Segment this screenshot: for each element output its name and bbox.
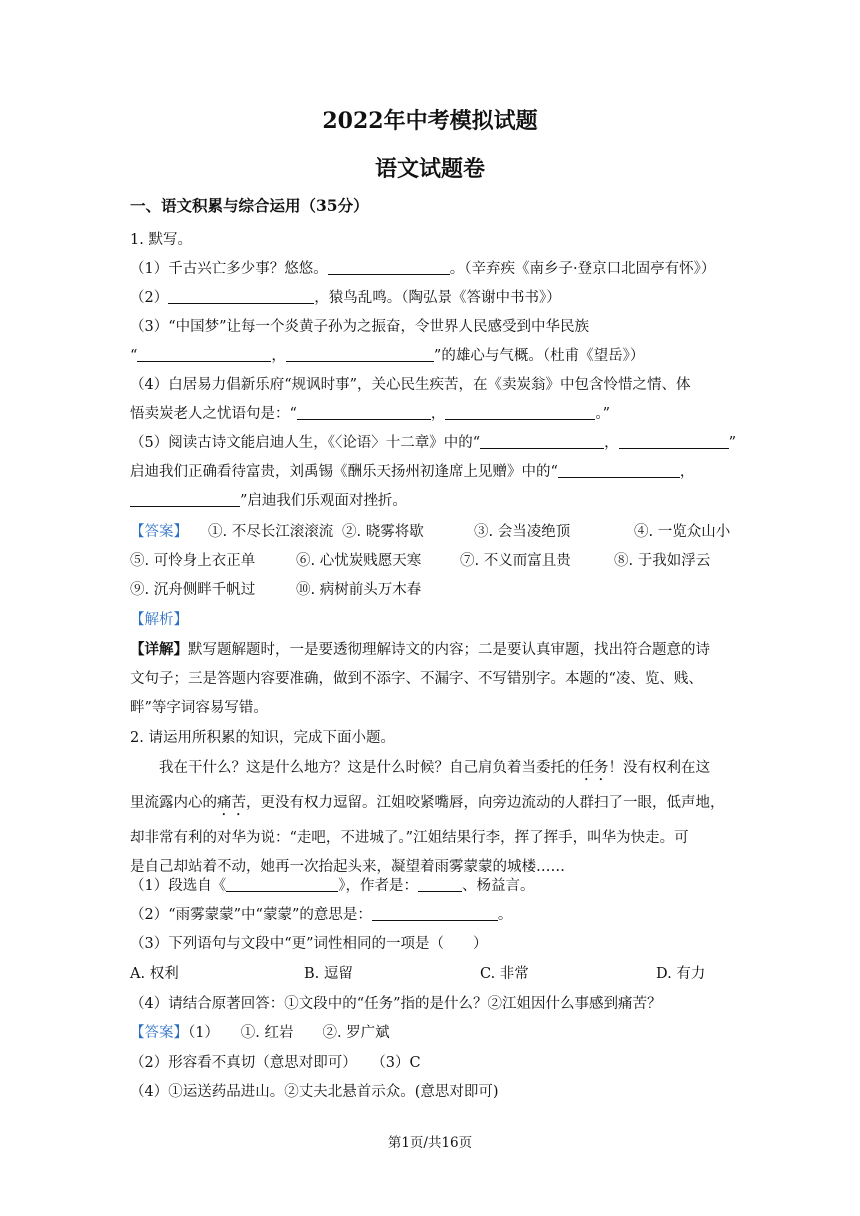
q1-answer-row2 [130,551,734,571]
q1-answer-row3 [130,580,734,600]
answer-item: ⑨. 沉舟侧畔千帆过 [130,582,256,598]
answer-item: ②. 晓雾将歇 [342,524,424,540]
passage-line: 却非常有利的对华为说：“走吧，不进城了。”江姐结果行李，挥了挥手，叫华为快走。可 [130,830,689,846]
q1-part4-line1: （4）白居易力倡新乐府“规讽时事”，关心民生疾苦，在《卖炭翁》中包含怜惜之情、体 [130,377,691,393]
answer-item: ⑤. 可怜身上衣正单 [130,553,256,569]
q1-part5-line3: ”启迪我们乐观面对挫折。 [130,491,734,511]
answer-item: ③. 会当凌绝顶 [474,524,571,540]
section-heading: 一、语文积累与综合运用（35分） [130,196,369,215]
q2-answer-line3: （4）①运送药品进山。②丈夫北悬首示众。(意思对即可) [130,1084,499,1100]
q2-sub2: （2）“雨雾蒙蒙”中“蒙蒙”的意思是： 。 [130,907,513,923]
answer-item: ⑥. 心忧炭贱愿天寒 [296,553,422,569]
page-number: 第1页/共16页 [387,1135,473,1151]
answer-blank[interactable] [418,876,462,892]
q1-part3-line2: “ ， ”的雄心与气概。（杜甫《望岳》） [130,348,645,364]
answer-blank[interactable] [445,404,595,420]
answer-item: ④. 一览众山小 [634,524,731,540]
page-title: 2022年中考模拟试题 [322,108,538,134]
q2-answer-line2: （2）形容看不真切（意思对即可） （3）C [130,1055,421,1071]
answer-blank[interactable] [619,433,729,449]
q2-passage [130,758,734,877]
q1-detail-line1: 【详解】默写题解题时，一是要透彻理解诗文的内容；二是要认真审题，找出符合题意的诗 [130,641,710,658]
answer-label: 【答案】 [130,524,188,540]
answer-blank[interactable] [480,433,604,449]
answer-blank[interactable] [297,404,431,420]
q2-options [130,964,734,984]
q1-part1: （1）千古兴亡多少事？悠悠。 。（辛弃疾《南乡子·登京口北固亭有怀》） [130,261,716,277]
answer-blank[interactable] [328,259,450,275]
answer-blank[interactable] [372,905,498,921]
passage-line: 我在干什么？这是什么地方？这是什么时候？自己肩负着当委托的任务！没有权利在这 [159,760,710,776]
answer-blank[interactable] [130,491,240,507]
q2-sub1: （1）段选自《 》，作者是： 、杨益言。 [130,878,535,894]
answer-item: ⑧. 于我如浮云 [614,553,711,569]
q2-answer-line1: 【答案】（1） ①. 红岩 ②. 罗广斌 [130,1025,390,1041]
answer-blank[interactable] [558,462,680,478]
q1-part5-line2: 启迪我们正确看待富贵，刘禹锡《酬乐天扬州初逢席上见赠》中的“ ， [130,464,695,480]
answer-label: 【答案】 [130,1025,188,1041]
answer-blank[interactable] [226,876,338,892]
answer-blank[interactable] [168,288,314,304]
q2-sub3: （3）下列语句与文段中“更”词性相同的一项是（ ） [130,936,488,952]
analysis-label: 【解析】 [130,612,188,628]
q1-part2: （2） ，猿鸟乱鸣。（陶弘景《答谢中书书》） [130,290,561,306]
q1-detail-line3: 畔”等字词容易写错。 [130,700,268,716]
passage-line: 里流露内心的痛苦，更没有权力逗留。江姐咬紧嘴唇，向旁边流动的人群扫了一眼，低声地， [130,795,725,811]
option-a[interactable]: A. 权利 [130,966,179,982]
answer-item: ⑩. 病树前头万木春 [296,582,422,598]
q1-part5-line1: （5）阅读古诗文能启迪人生，《〈论语〉十二章》中的“ ， ” [130,435,737,451]
q1-stem: 1. 默写。 [130,232,192,248]
q1-answer-row1 [130,522,734,542]
answer-item: ①. 不尽长江滚滚流 [208,524,334,540]
answer-item: ⑦. 不义而富且贵 [460,553,571,569]
q1-part4-line2: 悟卖炭老人之忧语句是：“ ， 。” [130,406,611,422]
answer-blank[interactable] [286,346,434,362]
answer-blank[interactable] [137,346,271,362]
q2-stem: 2. 请运用所积累的知识，完成下面小题。 [130,730,395,746]
q2-sub4: （4）请结合原著回答：①文段中的“任务”指的是什么？②江姐因什么事感到痛苦？ [130,996,662,1012]
q1-detail-line2: 文句子；三是答题内容要准确，做到不添字、不漏字、不写错别字。本题的“凌、览、贱、 [130,671,703,687]
q1-part3-line1: （3）“中国梦”让每一个炎黄子孙为之振奋，令世界人民感受到中华民族 [130,319,590,335]
option-d[interactable]: D. 有力 [656,966,706,982]
option-c[interactable]: C. 非常 [480,966,529,982]
page-subtitle: 语文试题卷 [374,156,485,182]
option-b[interactable]: B. 逗留 [304,966,353,982]
passage-line: 是自己却站着不动，她再一次抬起头来，凝望着雨雾蒙蒙的城楼…… [130,859,565,875]
